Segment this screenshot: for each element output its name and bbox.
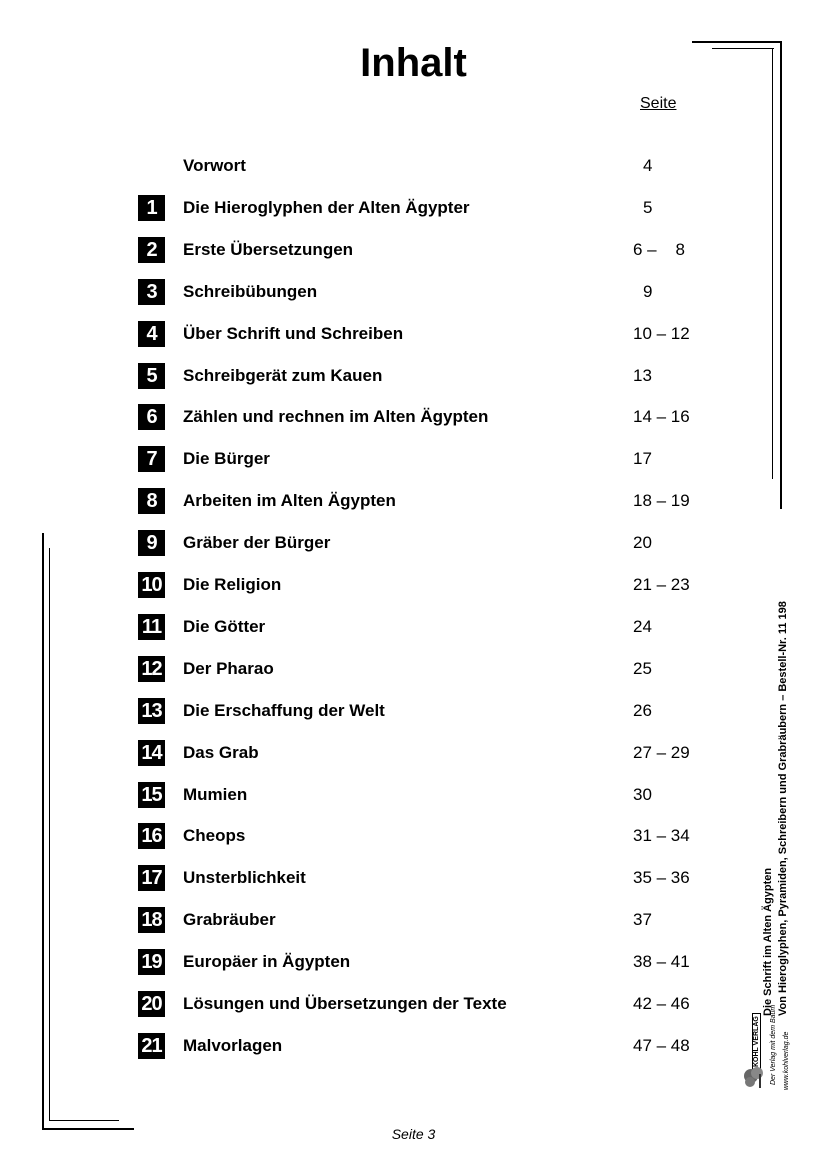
- toc-row: [0, 738, 827, 768]
- frame-line-top: [692, 41, 782, 43]
- chapter-title: Erste Übersetzungen: [183, 239, 354, 259]
- chapter-title: Unsterblichkeit: [183, 868, 306, 888]
- toc-row: [0, 402, 827, 432]
- chapter-title: Die Erschaffung der Welt: [183, 700, 385, 720]
- chapter-number-badge: 19: [138, 949, 165, 975]
- chapter-pages: 10 – 12: [633, 323, 690, 343]
- page-title: Inhalt: [360, 41, 467, 85]
- chapter-title: Die Religion: [183, 575, 282, 594]
- chapter-pages: 26: [633, 700, 652, 720]
- chapter-number-badge: 14: [138, 740, 165, 766]
- frame-line-left-inner: [49, 548, 50, 1120]
- toc-row: [0, 696, 827, 726]
- chapter-pages: 27 – 29: [633, 742, 690, 762]
- toc-row: [0, 193, 827, 223]
- chapter-pages: 5: [643, 197, 653, 217]
- chapter-title: Schreibgerät zum Kauen: [183, 365, 383, 385]
- publisher-logo: [742, 1016, 768, 1090]
- page-column-header: Seite: [640, 95, 677, 112]
- chapter-pages: 13: [633, 365, 652, 385]
- chapter-title: Grabräuber: [183, 910, 276, 930]
- frame-line-right-inner: [772, 48, 773, 479]
- page-footer: Seite 3: [391, 1126, 436, 1142]
- sidebar-slogan: Der Verlag mit dem Baum: [770, 1004, 777, 1085]
- chapter-number-badge: 5: [138, 363, 165, 389]
- chapter-number-badge: 12: [138, 656, 165, 682]
- toc-row: [0, 947, 827, 977]
- sidebar-book-title: Die Schrift im Alten Ägypten: [762, 867, 774, 1016]
- toc-row: [0, 486, 827, 516]
- toc-row: [0, 654, 827, 684]
- chapter-number-badge: 16: [138, 823, 165, 849]
- chapter-title: Zählen und rechnen im Alten Ägypten: [183, 407, 489, 427]
- chapter-pages: 4: [643, 156, 653, 175]
- chapter-number-badge: 11: [138, 614, 165, 640]
- chapter-number-badge: 4: [138, 321, 165, 347]
- chapter-title: Lösungen und Übersetzungen der Texte: [183, 994, 507, 1013]
- chapter-pages: 20: [633, 533, 652, 553]
- chapter-title: Über Schrift und Schreiben: [183, 323, 404, 343]
- chapter-number-badge: 6: [138, 404, 165, 430]
- chapter-pages: 21 – 23: [633, 575, 690, 594]
- chapter-pages: 24: [633, 616, 652, 636]
- frame-line-bottom-inner: [49, 1120, 119, 1121]
- toc-row: [0, 863, 827, 893]
- frame-line-left: [42, 533, 44, 1130]
- chapter-pages: 37: [633, 910, 652, 930]
- toc-row: [0, 277, 827, 307]
- chapter-title: Die Bürger: [183, 449, 270, 469]
- chapter-title: Schreibübungen: [183, 281, 318, 301]
- toc-row: [0, 151, 827, 181]
- tree-icon: [742, 1064, 768, 1090]
- chapter-pages: 9: [643, 281, 653, 301]
- chapter-pages: 18 – 19: [633, 491, 690, 511]
- frame-line-top-inner: [712, 48, 774, 49]
- chapter-pages: 47 – 48: [633, 1035, 690, 1055]
- chapter-number-badge: 9: [138, 530, 165, 556]
- chapter-pages: 35 – 36: [633, 868, 690, 888]
- chapter-number-badge: 2: [138, 237, 165, 263]
- chapter-number-badge: 3: [138, 279, 165, 305]
- chapter-pages: 25: [633, 658, 652, 678]
- toc-row: [0, 444, 827, 474]
- toc-row: [0, 989, 827, 1019]
- chapter-number-badge: 13: [138, 698, 165, 724]
- toc-row: [0, 905, 827, 935]
- chapter-number-badge: 18: [138, 907, 165, 933]
- chapter-title: Cheops: [183, 826, 246, 846]
- chapter-number-badge: 7: [138, 446, 165, 472]
- toc-row: [0, 821, 827, 851]
- chapter-title: Der Pharao: [183, 658, 274, 678]
- chapter-title: Vorwort: [183, 156, 246, 175]
- sidebar-website: www.kohlverlag.de: [783, 1031, 790, 1090]
- toc-row: [0, 1031, 827, 1061]
- chapter-number-badge: 1: [138, 195, 165, 221]
- chapter-number-badge: 8: [138, 488, 165, 514]
- chapter-number-badge: 10: [138, 572, 165, 598]
- chapter-pages: 6 – 8: [633, 239, 685, 259]
- toc-row: [0, 528, 827, 558]
- chapter-number-badge: 17: [138, 865, 165, 891]
- chapter-title: Die Hieroglyphen der Alten Ägypter: [183, 197, 470, 217]
- toc-row: [0, 361, 827, 391]
- chapter-pages: 30: [633, 784, 652, 804]
- toc-row: [0, 612, 827, 642]
- logo-text: KOHL VERLAG: [752, 1013, 761, 1070]
- frame-line-right: [780, 41, 782, 509]
- chapter-title: Die Götter: [183, 616, 266, 636]
- chapter-pages: 38 – 41: [633, 952, 690, 972]
- chapter-number-badge: 20: [138, 991, 165, 1017]
- toc-row: [0, 570, 827, 600]
- chapter-pages: 14 – 16: [633, 407, 690, 427]
- chapter-pages: 42 – 46: [633, 994, 690, 1013]
- toc-row: [0, 319, 827, 349]
- sidebar-book-subtitle: Von Hieroglyphen, Pyramiden, Schreibern und Grabräubern – Bestell-Nr. 11 198: [777, 601, 789, 1016]
- chapter-pages: 31 – 34: [633, 826, 690, 846]
- chapter-title: Das Grab: [183, 742, 259, 762]
- toc-row: [0, 780, 827, 810]
- chapter-number-badge: 15: [138, 782, 165, 808]
- chapter-title: Mumien: [183, 784, 248, 804]
- chapter-pages: 17: [633, 449, 652, 469]
- chapter-number-badge: 21: [138, 1033, 165, 1059]
- chapter-title: Gräber der Bürger: [183, 533, 331, 553]
- toc-row: [0, 235, 827, 265]
- chapter-title: Malvorlagen: [183, 1035, 283, 1055]
- chapter-title: Arbeiten im Alten Ägypten: [183, 491, 396, 511]
- chapter-title: Europäer in Ägypten: [183, 952, 351, 972]
